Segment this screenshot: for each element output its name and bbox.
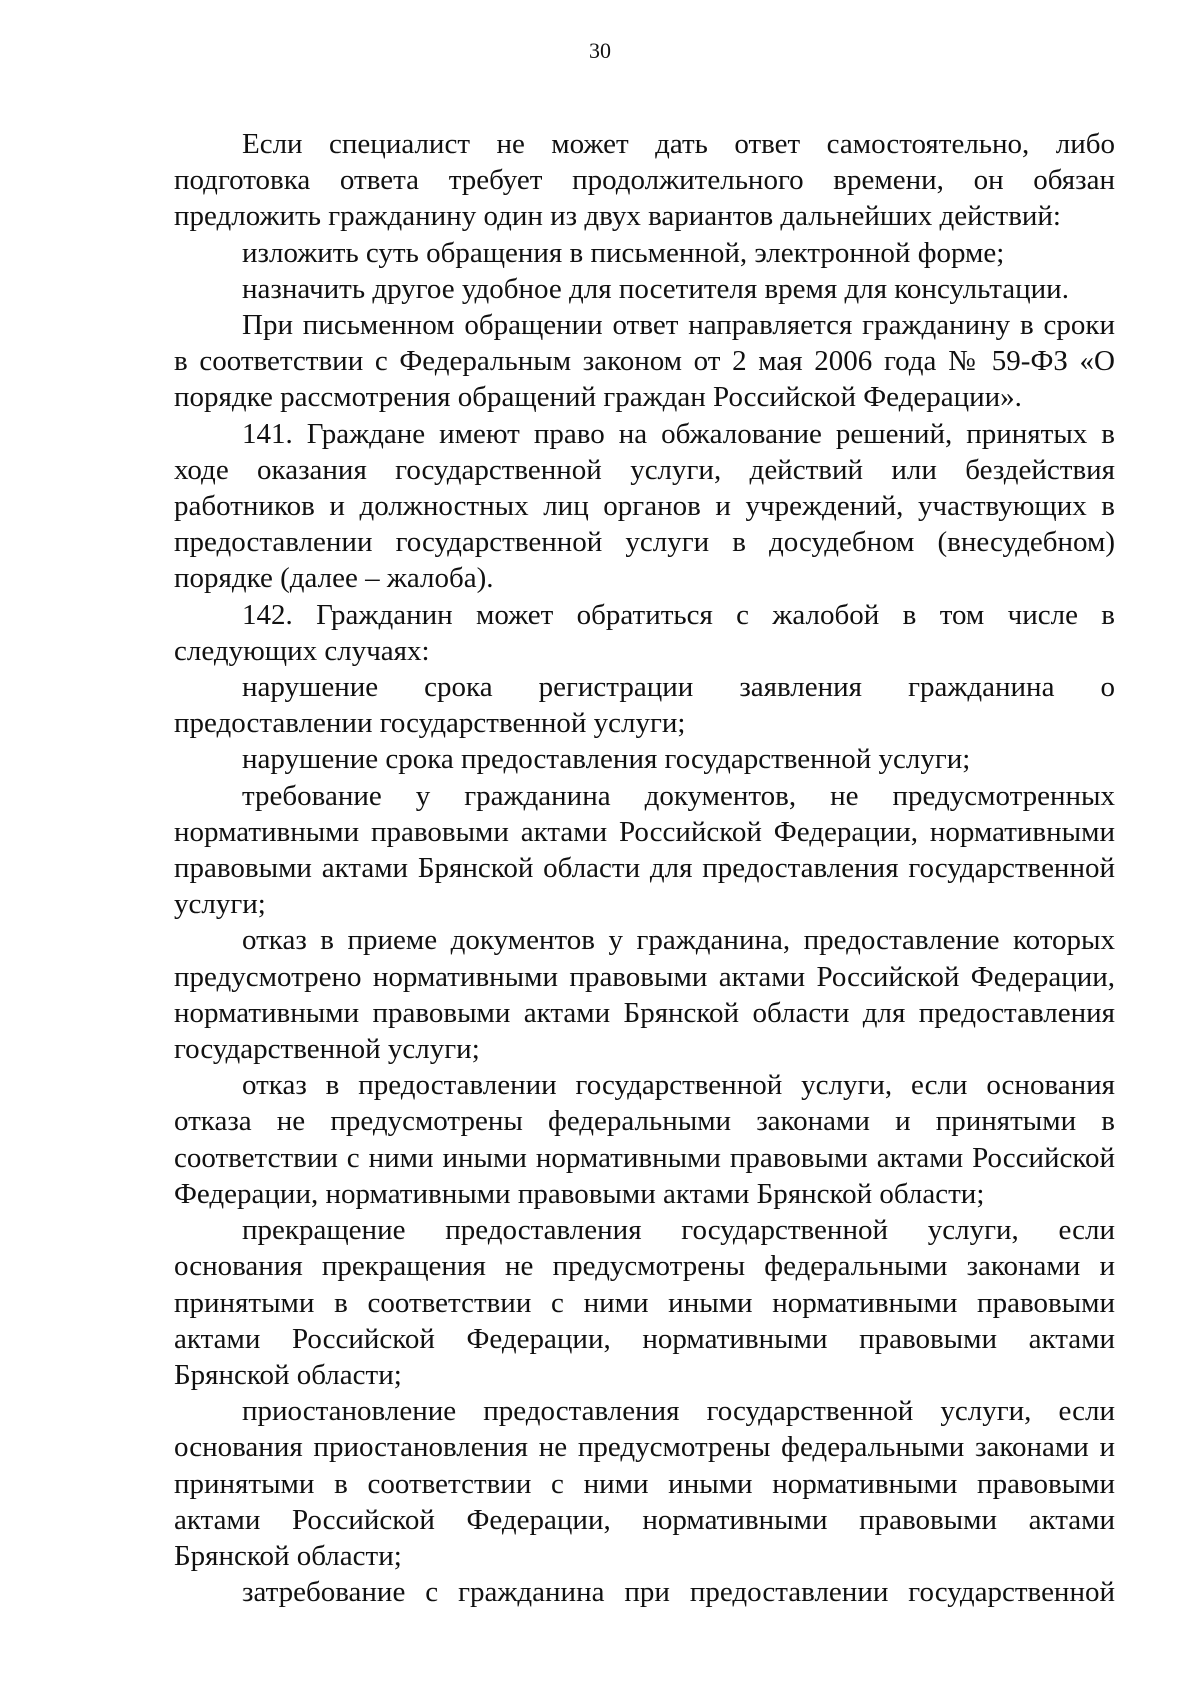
list-item-service-termination: прекращение предоставления государственной услуги, если основания прекращения не предусмотрены федеральными законами и принятыми в соответствии с ними иными нормативными правовыми актами Российской Федерации, нормативными правовыми актами Брянской области;	[174, 1214, 1115, 1391]
paragraph-option-written: изложить суть обращения в письменной, электронной форме;	[242, 236, 1005, 269]
paragraph-142: 142. Гражданин может обратиться с жалобой в том числе в следующих случаях:	[174, 598, 1115, 667]
list-item-service-suspension: приостановление предоставления государственной услуги, если основания приостановления не предусмотрены федеральными законами и принятыми в соответствии с ними иными нормативными правовыми актами Российской Федерации, нормативными правовыми актами Брянской области;	[174, 1395, 1115, 1572]
paragraph-specialist-response: Если специалист не может дать ответ самостоятельно, либо подготовка ответа требует продолжительного времени, он обязан предложить гражданину один из двух вариантов дальнейших действий:	[174, 128, 1115, 233]
document-body	[174, 126, 1115, 1610]
paragraph-141: 141. Граждане имеют право на обжалование решений, принятых в ходе оказания государственной услуги, действий или бездействия работников и должностных лиц органов и учреждений, участвующих в предоставлении государственной услуги в досудебном (внесудебном) порядке (далее – жалоба).	[174, 417, 1115, 595]
page-number: 30	[589, 38, 611, 63]
list-item-service-delay: нарушение срока предоставления государственной услуги;	[242, 743, 971, 776]
list-item-service-refusal: отказ в предоставлении государственной услуги, если основания отказа не предусмотрены федеральными законами и принятыми в соответствии с ними иными нормативными правовыми актами Российской Федерации, нормативными правовыми актами Брянской области;	[174, 1069, 1115, 1210]
list-item-payment-demand: затребование с гражданина при предоставлении государственной	[242, 1576, 1115, 1609]
list-item-registration-delay: нарушение срока регистрации заявления гражданина о предоставлении государственной услуги;	[174, 671, 1115, 740]
list-item-extra-documents: требование у гражданина документов, не предусмотренных нормативными правовыми актами Российской Федерации, нормативными правовыми актами Брянской области для предоставления государственной услуги;	[174, 779, 1115, 921]
paragraph-option-consultation: назначить другое удобное для посетителя время для консультации.	[242, 272, 1069, 305]
paragraph-written-request: При письменном обращении ответ направляется гражданину в сроки в соответствии с Федеральным законом от 2 мая 2006 года № 59-ФЗ «О порядке рассмотрения обращений граждан Российской Федерации».	[174, 309, 1115, 414]
list-item-document-refusal: отказ в приеме документов у гражданина, предоставление которых предусмотрено нормативными правовыми актами Российской Федерации, нормативными правовыми актами Брянской области для предоставления государственной услуги;	[174, 924, 1115, 1066]
